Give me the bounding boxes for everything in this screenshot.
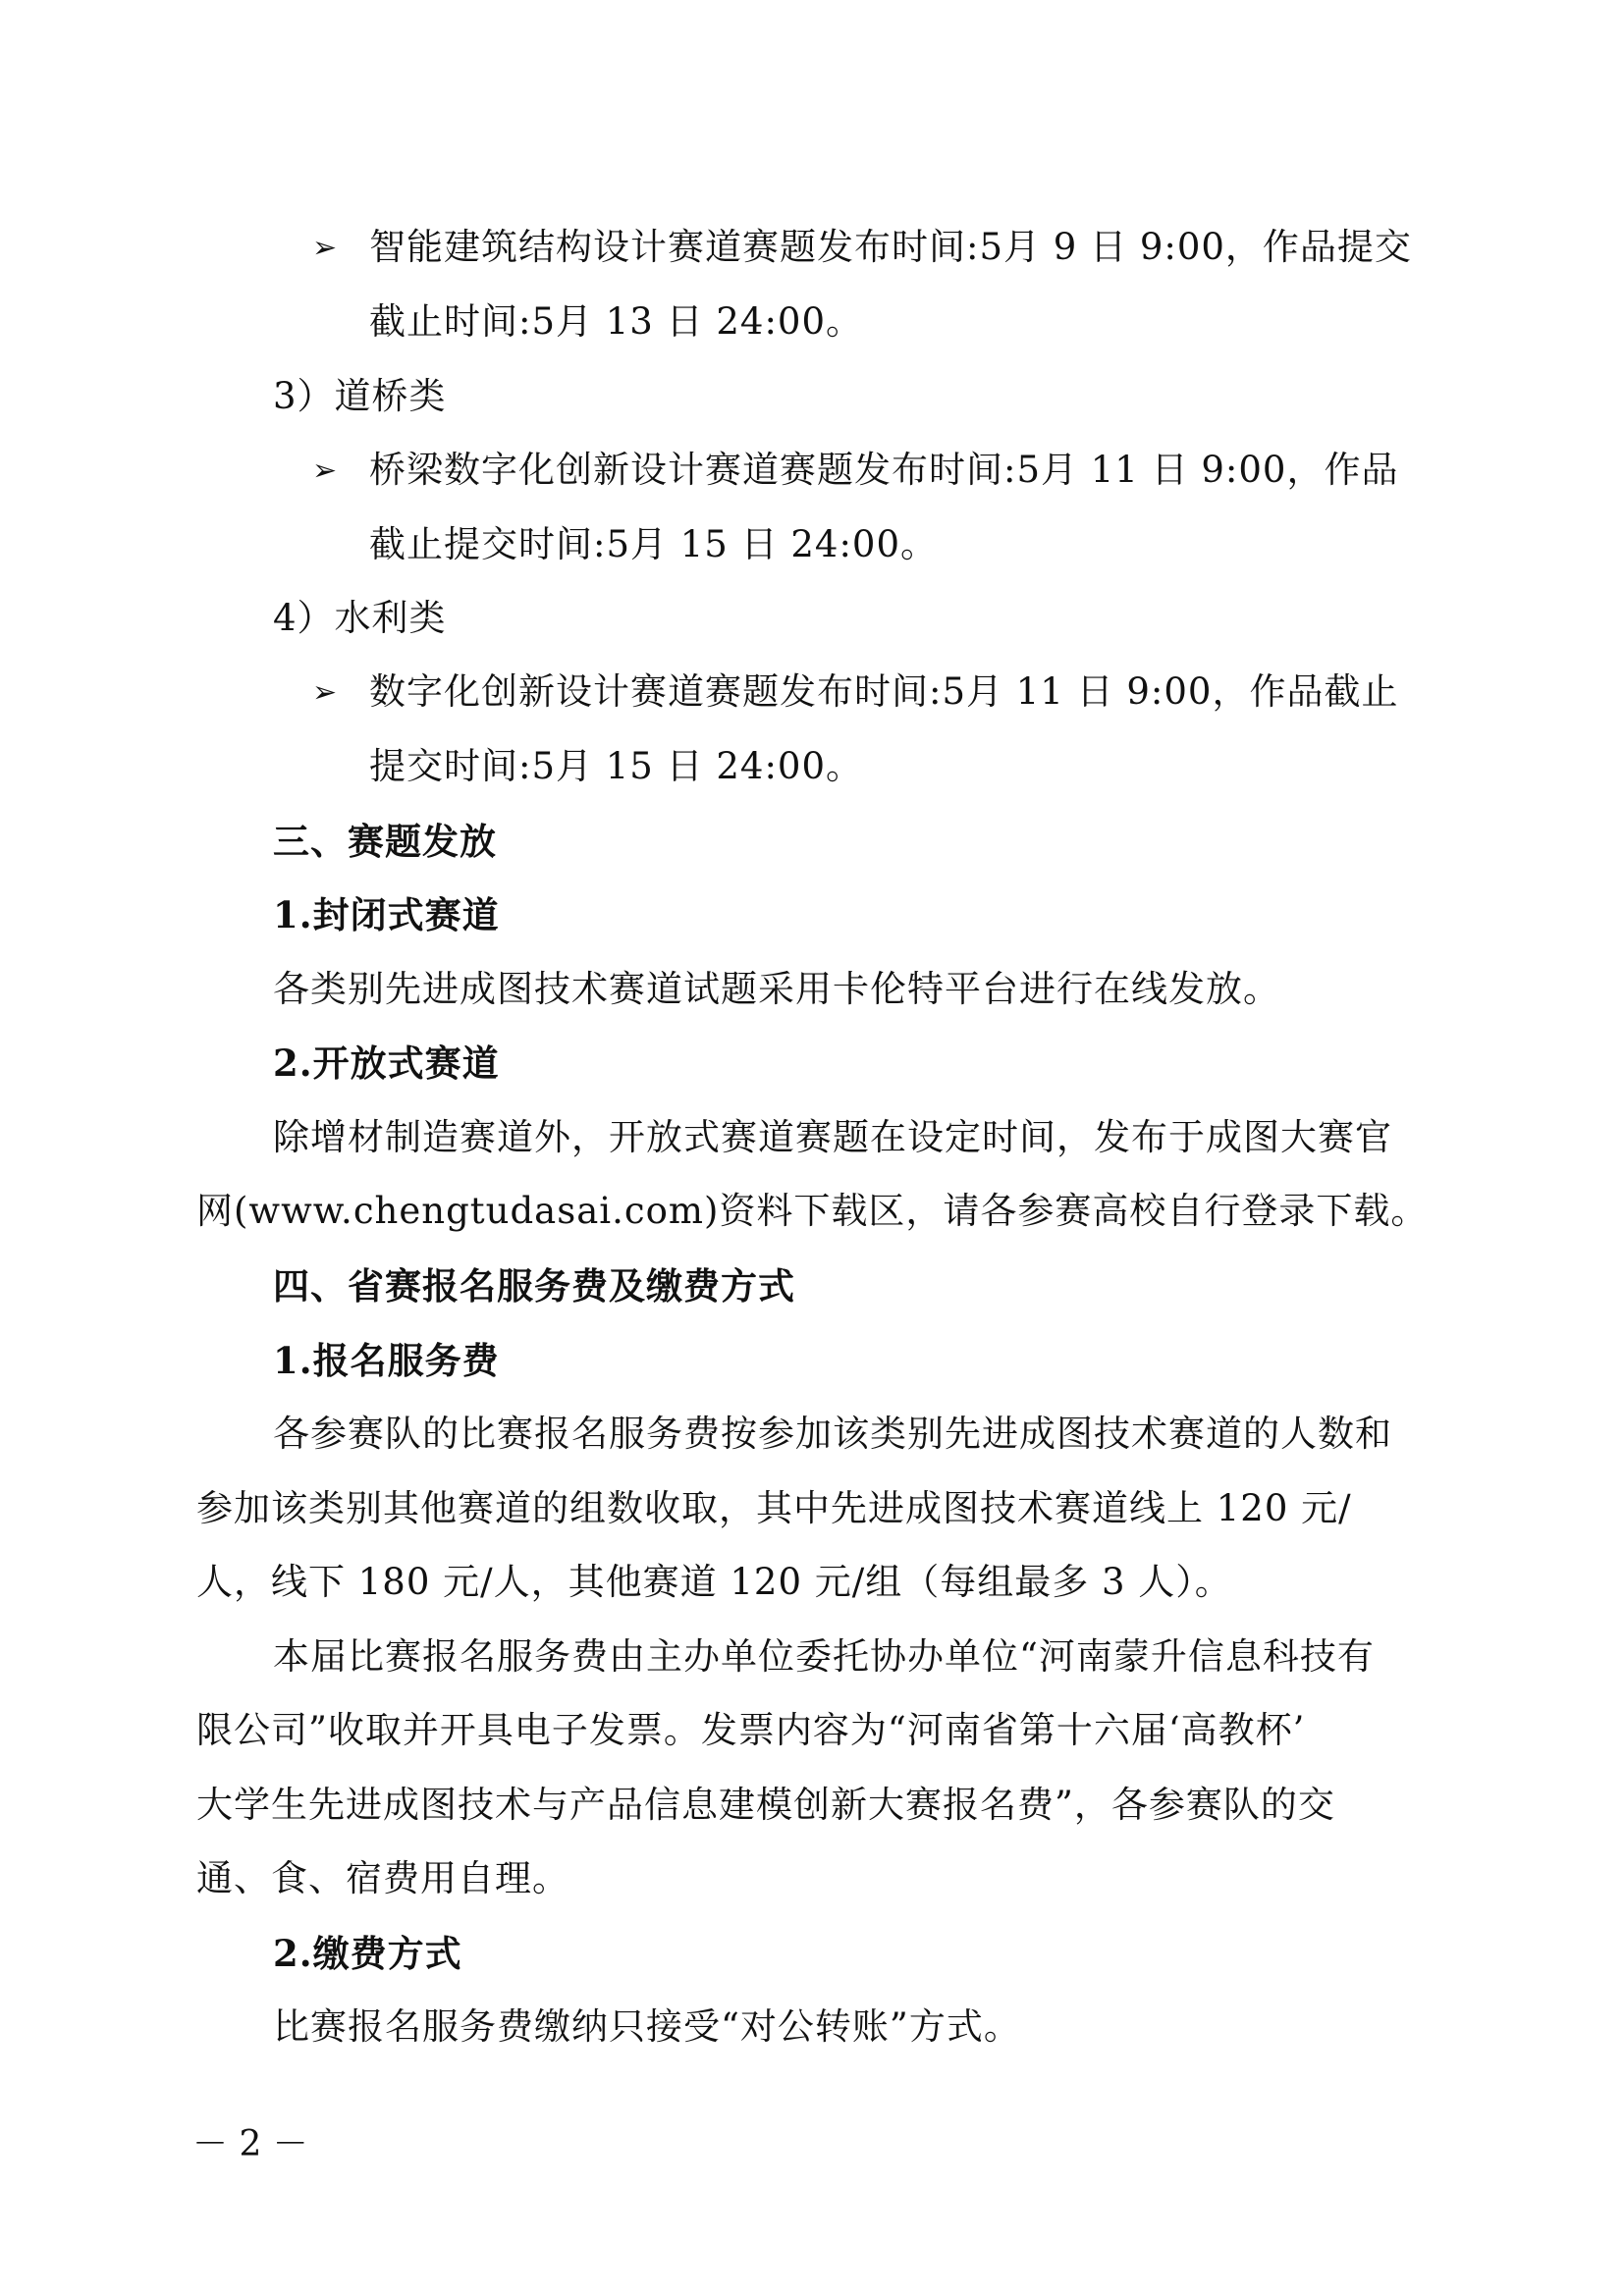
text-line-18: 参加该类别其他赛道的组数收取，其中先进成图技术赛道线上 120 元/ bbox=[196, 1487, 1352, 1529]
text-line-11: 各类别先进成图技术赛道试题采用卡伦特平台进行在线发放。 bbox=[273, 968, 1280, 1010]
text-line-4: 桥梁数字化创新设计赛道赛题发布时间:5月 11 日 9:00，作品 bbox=[369, 449, 1399, 491]
text-line-7: 数字化创新设计赛道赛题发布时间:5月 11 日 9:00，作品截止 bbox=[369, 670, 1399, 713]
list-heading-shuili: 4）水利类 bbox=[273, 597, 447, 639]
page-number: － 2 － bbox=[192, 2124, 308, 2164]
text-line-13: 除增材制造赛道外，开放式赛道赛题在设定时间，发布于成图大赛官 bbox=[273, 1116, 1392, 1158]
subheading-closed-track: 1.封闭式赛道 bbox=[273, 893, 500, 936]
text-line-1: 智能建筑结构设计赛道赛题发布时间:5月 9 日 9:00，作品提交 bbox=[369, 226, 1412, 268]
subheading-open-track: 2.开放式赛道 bbox=[273, 1041, 500, 1085]
text-line-23: 通、食、宿费用自理。 bbox=[196, 1857, 569, 1899]
text-line-14: 网(www.chengtudasai.com)资料下载区，请各参赛高校自行登录下载。 bbox=[196, 1190, 1429, 1232]
text-line-20: 本届比赛报名服务费由主办单位委托协办单位“河南蒙升信息科技有 bbox=[273, 1635, 1375, 1678]
text-line-17: 各参赛队的比赛报名服务费按参加该类别先进成图技术赛道的人数和 bbox=[273, 1413, 1392, 1455]
text-line-22: 大学生先进成图技术与产品信息建模创新大赛报名费”，各参赛队的交 bbox=[196, 1784, 1335, 1826]
text-line-5: 截止提交时间:5月 15 日 24:00。 bbox=[369, 523, 938, 565]
arrow-bullet-icon: ➢ bbox=[312, 675, 338, 710]
text-line-8: 提交时间:5月 15 日 24:00。 bbox=[369, 745, 863, 787]
subheading-fee: 1.报名服务费 bbox=[273, 1339, 500, 1382]
text-line-25: 比赛报名服务费缴纳只接受“对公转账”方式。 bbox=[273, 2005, 1021, 2048]
text-line-2: 截止时间:5月 13 日 24:00。 bbox=[369, 300, 863, 343]
text-line-19: 人，线下 180 元/人，其他赛道 120 元/组（每组最多 3 人）。 bbox=[196, 1561, 1232, 1603]
subheading-payment: 2.缴费方式 bbox=[273, 1932, 462, 1975]
text-line-21: 限公司”收取并开具电子发票。发票内容为“河南省第十六届‘高教杯’ bbox=[196, 1709, 1306, 1751]
list-heading-daoqiao: 3）道桥类 bbox=[273, 375, 447, 417]
section-heading-4: 四、省赛报名服务费及缴费方式 bbox=[273, 1264, 795, 1308]
arrow-bullet-icon: ➢ bbox=[312, 454, 338, 488]
arrow-bullet-icon: ➢ bbox=[312, 231, 338, 265]
section-heading-3: 三、赛题发放 bbox=[273, 820, 497, 863]
